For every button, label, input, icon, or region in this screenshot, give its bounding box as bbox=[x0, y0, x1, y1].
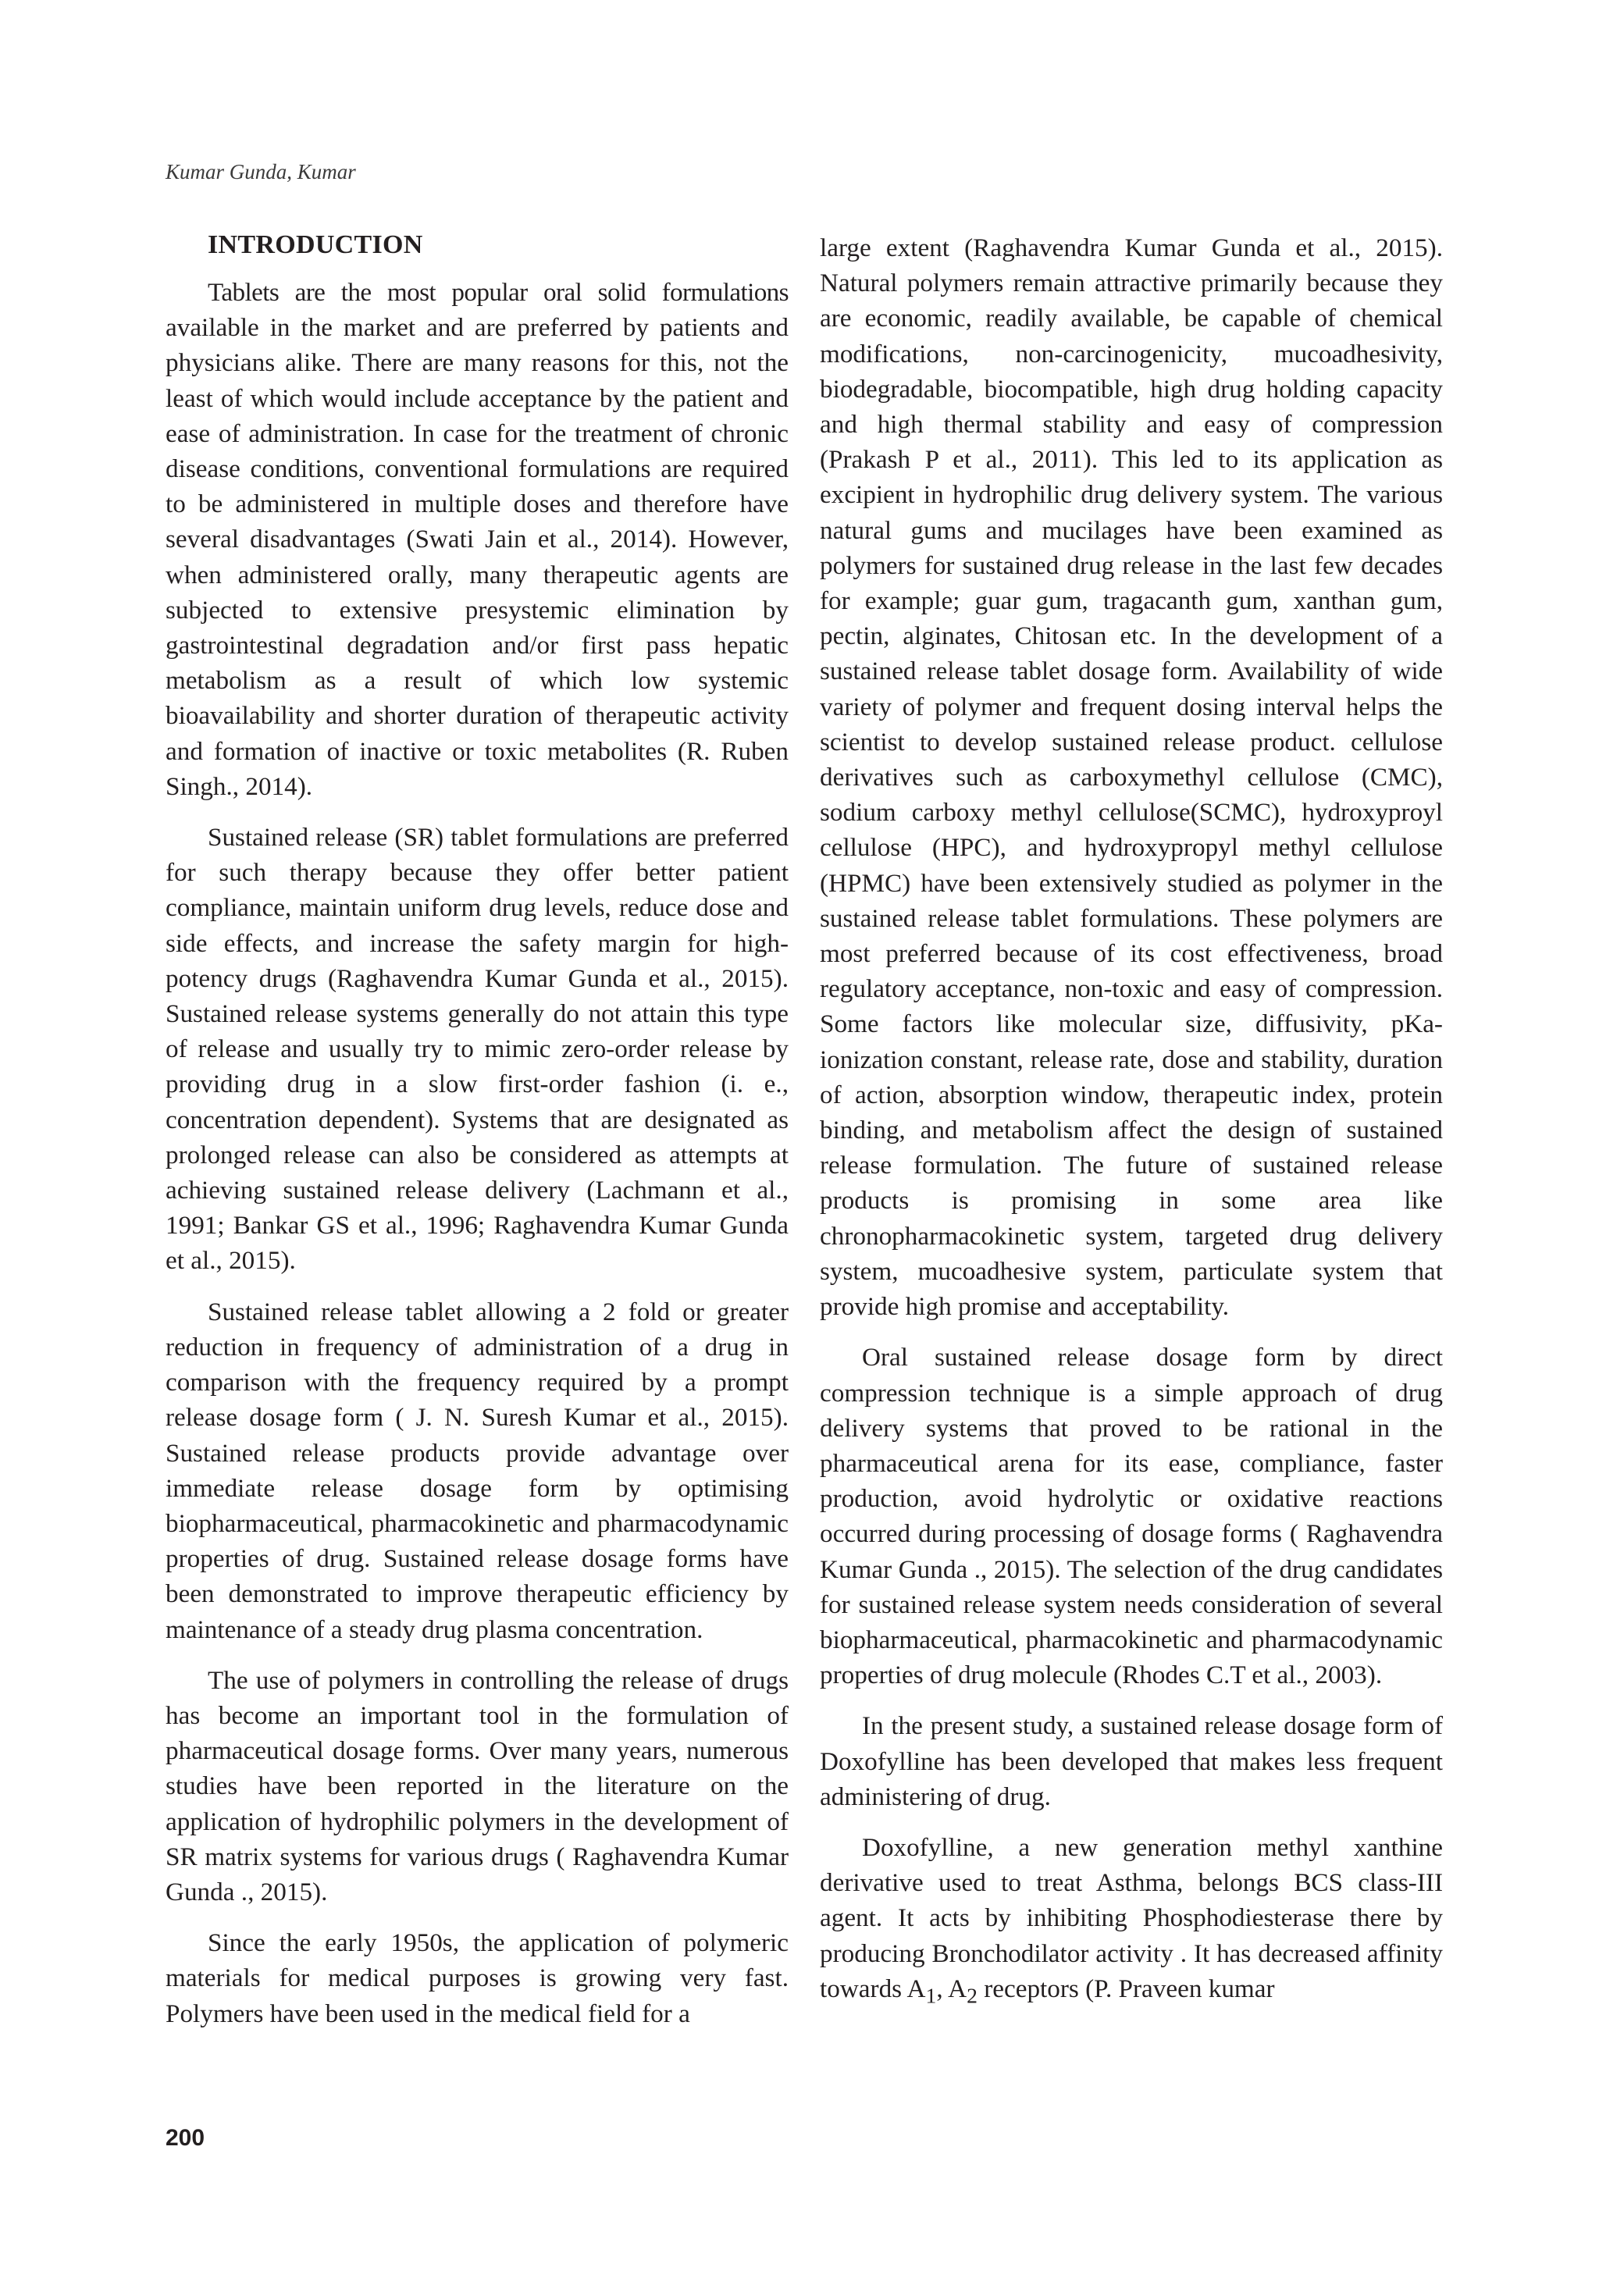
paragraph-first-line: Tablets are the most popular oral solid formulations bbox=[208, 278, 789, 307]
paragraph-text: Doxofylline, a new generation methyl xanthine derivative used to treat Asthma, belongs BCS class-III agent. It acts by inhibiting Phosphodiesterase there by producing Bronchodilator activity . It has decreased affinity towards A bbox=[820, 1832, 1443, 2003]
paragraph-text: , A bbox=[936, 1974, 967, 2003]
right-column bbox=[820, 230, 1443, 2029]
paragraph: Sustained release (SR) tablet formulations are preferred for such therapy because they offer better patient compliance, maintain uniform drug levels, reduce dose and side effects, and increase the safety margin for high-potency drugs (Raghavendra Kumar Gunda et al., 2015). Sustained release systems generally do not attain this type of release and usually try to mimic zero-order release by providing drug in a slow first-order fashion (i. e., concentration dependent). Systems that are designated as prolonged release can also be considered as attempts at achieving sustained release delivery (Lachmann et al., 1991; Bankar GS et al., 1996; Raghavendra Kumar Gunda et al., 2015). bbox=[166, 823, 789, 1276]
paragraph-body: available in the market and are preferred by patients and physicians alike. There are many reasons for this, not the least of which would include acceptance by the patient and ease of administration. In case for the treatment of chronic disease conditions, conventional formulations are required to be administered in multiple doses and therefore have several disadvantages (Swati Jain et al., 2014). However, when administered orally, many therapeutic agents are subjected to extensive presystemic elimination by gastrointestinal degradation and/or first pass hepatic metabolism as a result of which low systemic bioavailability and shorter duration of therapeutic activity and formation of inactive or toxic metabolites (R. Ruben Singh., 2014). bbox=[166, 313, 789, 801]
page-number: 200 bbox=[166, 2125, 205, 2151]
subscript: 2 bbox=[967, 1983, 978, 2008]
paragraph: Since the early 1950s, the application of polymeric materials for medical purposes is growing very fast. Polymers have been used in the medical field for a bbox=[166, 1928, 789, 2028]
paragraph: Sustained release tablet allowing a 2 fold or greater reduction in frequency of administration of a drug in comparison with the frequency required by a prompt release dosage form ( J. N. Suresh Kumar et al., 2015). Sustained release products provide advantage over immediate release dosage form by optimising biopharmaceutical, pharmacokinetic and pharmacodynamic properties of drug. Sustained release dosage forms have been demonstrated to improve therapeutic efficiency by maintenance of a steady drug plasma concentration. bbox=[166, 1297, 789, 1644]
paragraph bbox=[820, 1830, 1443, 2013]
running-head: Kumar Gunda, Kumar bbox=[166, 160, 356, 183]
left-column bbox=[166, 228, 789, 2047]
subscript: 1 bbox=[925, 1983, 937, 2008]
paragraph bbox=[166, 275, 789, 804]
paragraph: Oral sustained release dosage form by direct compression technique is a simple approach of drug delivery systems that proved to be rational in the pharmaceutical arena for its ease, compliance, faster production, avoid hydrolytic or oxidative reactions occurred during processing of dosage forms ( Raghavendra Kumar Gunda ., 2015). The selection of the drug candidates for sustained release system needs consideration of several biopharmaceutical, pharmacokinetic and pharmacodynamic properties of drug molecule (Rhodes C.T et al., 2003). bbox=[820, 1343, 1443, 1690]
paragraph: In the present study, a sustained release dosage form of Doxofylline has been developed that makes less frequent administering of drug. bbox=[820, 1711, 1443, 1811]
paragraph-text: receptors (P. Praveen kumar bbox=[977, 1974, 1275, 2003]
paragraph-continued: large extent (Raghavendra Kumar Gunda et al., 2015). Natural polymers remain attractive primarily because they are economic, readily available, be capable of chemical modifications, non-carcinogenicity, mucoadhesivity, biodegradable, biocompatible, high drug holding capacity and high thermal stability and easy of compression (Prakash P et al., 2011). This led to its application as excipient in hydrophilic drug delivery system. The various natural gums and mucilages have been examined as polymers for sustained drug release in the last few decades for example; guar gum, tragacanth gum, xanthan gum, pectin, alginates, Chitosan etc. In the development of a sustained release tablet dosage form. Availability of wide variety of polymer and frequent dosing interval helps the scientist to develop sustained release product. cellulose derivatives such as carboxymethyl cellulose (CMC), sodium carboxy methyl cellulose(SCMC), hydroxyproyl cellulose (HPC), and hydroxypropyl methyl cellulose (HPMC) have been extensively studied as polymer in the sustained release tablet formulations. These polymers are most preferred because of its cost effectiveness, broad regulatory acceptance, non-toxic and easy of compression. Some factors like molecular size, diffusivity, pKa-ionization constant, release rate, dose and stability, duration of action, absorption window, therapeutic index, protein binding, and metabolism affect the design of sustained release formulation. The future of sustained release products is promising in some area like chronopharmacokinetic system, targeted drug delivery system, mucoadhesive system, particulate system that provide high promise and acceptability. bbox=[820, 233, 1443, 1322]
section-heading-introduction: INTRODUCTION bbox=[208, 230, 423, 259]
paragraph: The use of polymers in controlling the release of drugs has become an important tool in the formulation of pharmaceutical dosage forms. Over many years, numerous studies have been reported in the literature on the application of hydrophilic polymers in the development of SR matrix systems for various drugs ( Raghavendra Kumar Gunda ., 2015). bbox=[166, 1665, 789, 1906]
